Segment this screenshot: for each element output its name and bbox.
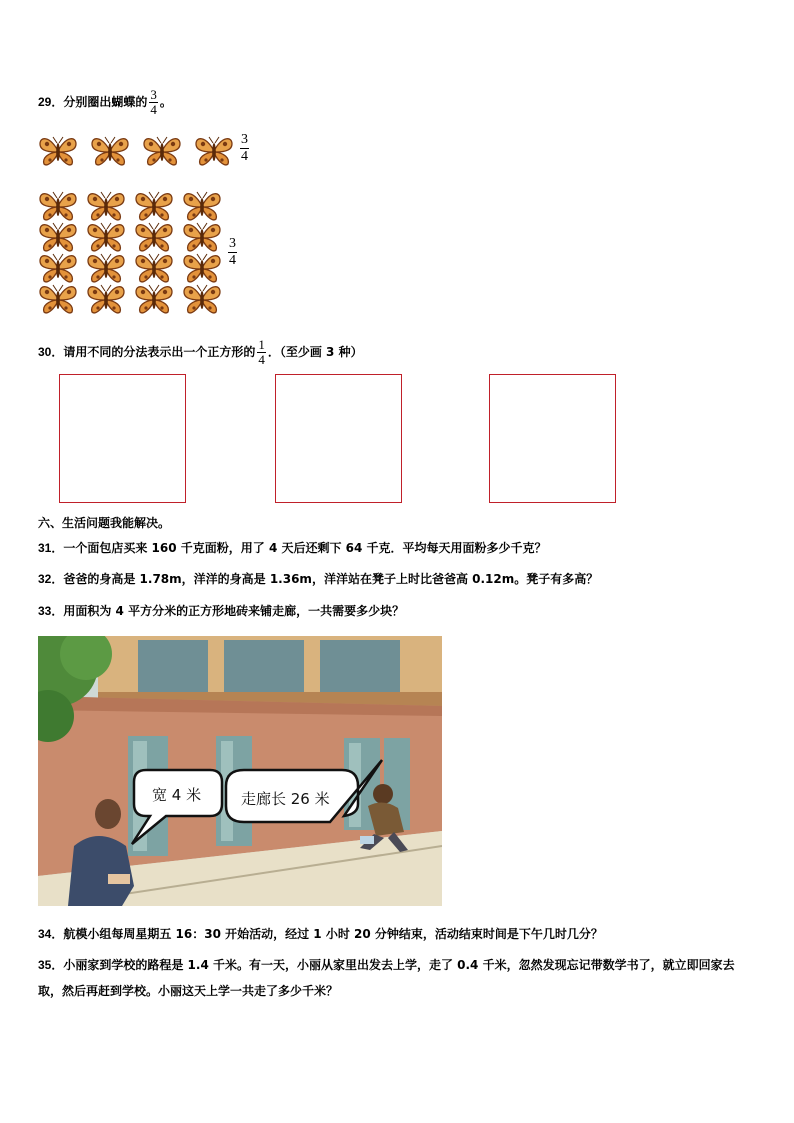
butterfly-icon [134, 251, 174, 285]
question-30: 30．请用不同的分法表示出一个正方形的 $\frac{1}{4}$ ．（至少画 3 种） [38, 337, 363, 367]
question-33: 33．用面积为 4 平方分米的正方形地砖来铺走廊，一共需要多少块？ [38, 604, 405, 618]
butterfly-icon [86, 220, 126, 254]
butterfly-icon [134, 189, 174, 223]
butterfly-icon [194, 134, 234, 168]
question-text: 请用不同的分法表示出一个正方形的 [63, 345, 256, 359]
butterfly-icon [86, 251, 126, 285]
bubble-width-label: 宽 4 米 [152, 786, 202, 804]
question-31: 31．一个面包店买来 160 千克面粉，用了 4 天后还剩下 64 千克．平均每天用面粉多少千克？ [38, 541, 547, 555]
butterfly-icon [142, 134, 182, 168]
butterfly-icon [86, 189, 126, 223]
butterfly-icon [90, 134, 130, 168]
butterfly-icon [182, 251, 222, 285]
butterfly-icon [38, 282, 78, 316]
butterfly-icon [38, 134, 78, 168]
question-34: 34．航模小组每周星期五 16：30 开始活动，经过 1 小时 20 分钟结束，活动结束时间是下午几时几分？ [38, 927, 603, 941]
butterfly-icon [38, 251, 78, 285]
square-drawing-area[interactable] [489, 374, 616, 503]
question-number: 30． [38, 345, 64, 359]
section-heading: 六、生活问题我能解决。 [38, 516, 171, 530]
butterfly-icon [182, 282, 222, 316]
butterfly-icon [182, 189, 222, 223]
corridor-illustration [38, 636, 442, 906]
square-drawing-area[interactable] [59, 374, 186, 503]
butterfly-icon [38, 189, 78, 223]
question-text: 小丽家到学校的路程是 1.4 千米。有一天，小丽从家里出发去上学，走了 0.4 千米，忽然发现忘记带数学书了，就立即回家去取，然后再赶到学校。小丽这天上学一共走了多少千米？ [38, 958, 735, 998]
butterfly-icon [134, 220, 174, 254]
question-text: 分别圈出蝴蝶的 [63, 95, 148, 109]
butterfly-icon [38, 220, 78, 254]
butterfly-icon [182, 220, 222, 254]
question-35: 35．小丽家到学校的路程是 1.4 千米。有一天，小丽从家里出发去上学，走了 0.4 千米，忽然发现忘记带数学书了，就立即回家去取，然后再赶到学校。小丽这天上学一共走了多少千米？ [38, 958, 735, 998]
bubble-length-label: 走廊长 26 米 [241, 790, 330, 808]
question-text: 一个面包店买来 160 千克面粉，用了 4 天后还剩下 64 千克．平均每天用面粉多少千克？ [63, 541, 547, 555]
question-text: 航模小组每周星期五 16：30 开始活动，经过 1 小时 20 分钟结束，活动结束时间是下午几时几分？ [63, 927, 603, 941]
fraction-three-quarters: $\frac{3}{4}$ [150, 87, 157, 117]
question-number: 29． [38, 95, 64, 109]
fraction-three-quarters: $\frac{3}{4}$ [241, 132, 248, 164]
question-text: 爸爸的身高是 1.78m，洋洋的身高是 1.36m，洋洋站在凳子上时比爸爸高 0.12m。凳子有多高？ [63, 572, 599, 586]
fraction-three-quarters: $\frac{3}{4}$ [229, 236, 236, 268]
square-drawing-area[interactable] [275, 374, 402, 503]
fraction-one-quarter: $\frac{1}{4}$ [258, 337, 265, 367]
question-32: 32．爸爸的身高是 1.78m，洋洋的身高是 1.36m，洋洋站在凳子上时比爸爸高 0.12m。凳子有多高？ [38, 572, 599, 586]
question-29: 29．分别圈出蝴蝶的 $\frac{3}{4}$ 。 [38, 87, 172, 117]
butterfly-icon [86, 282, 126, 316]
butterfly-icon [134, 282, 174, 316]
question-text: 用面积为 4 平方分米的正方形地砖来铺走廊，一共需要多少块？ [63, 604, 405, 618]
